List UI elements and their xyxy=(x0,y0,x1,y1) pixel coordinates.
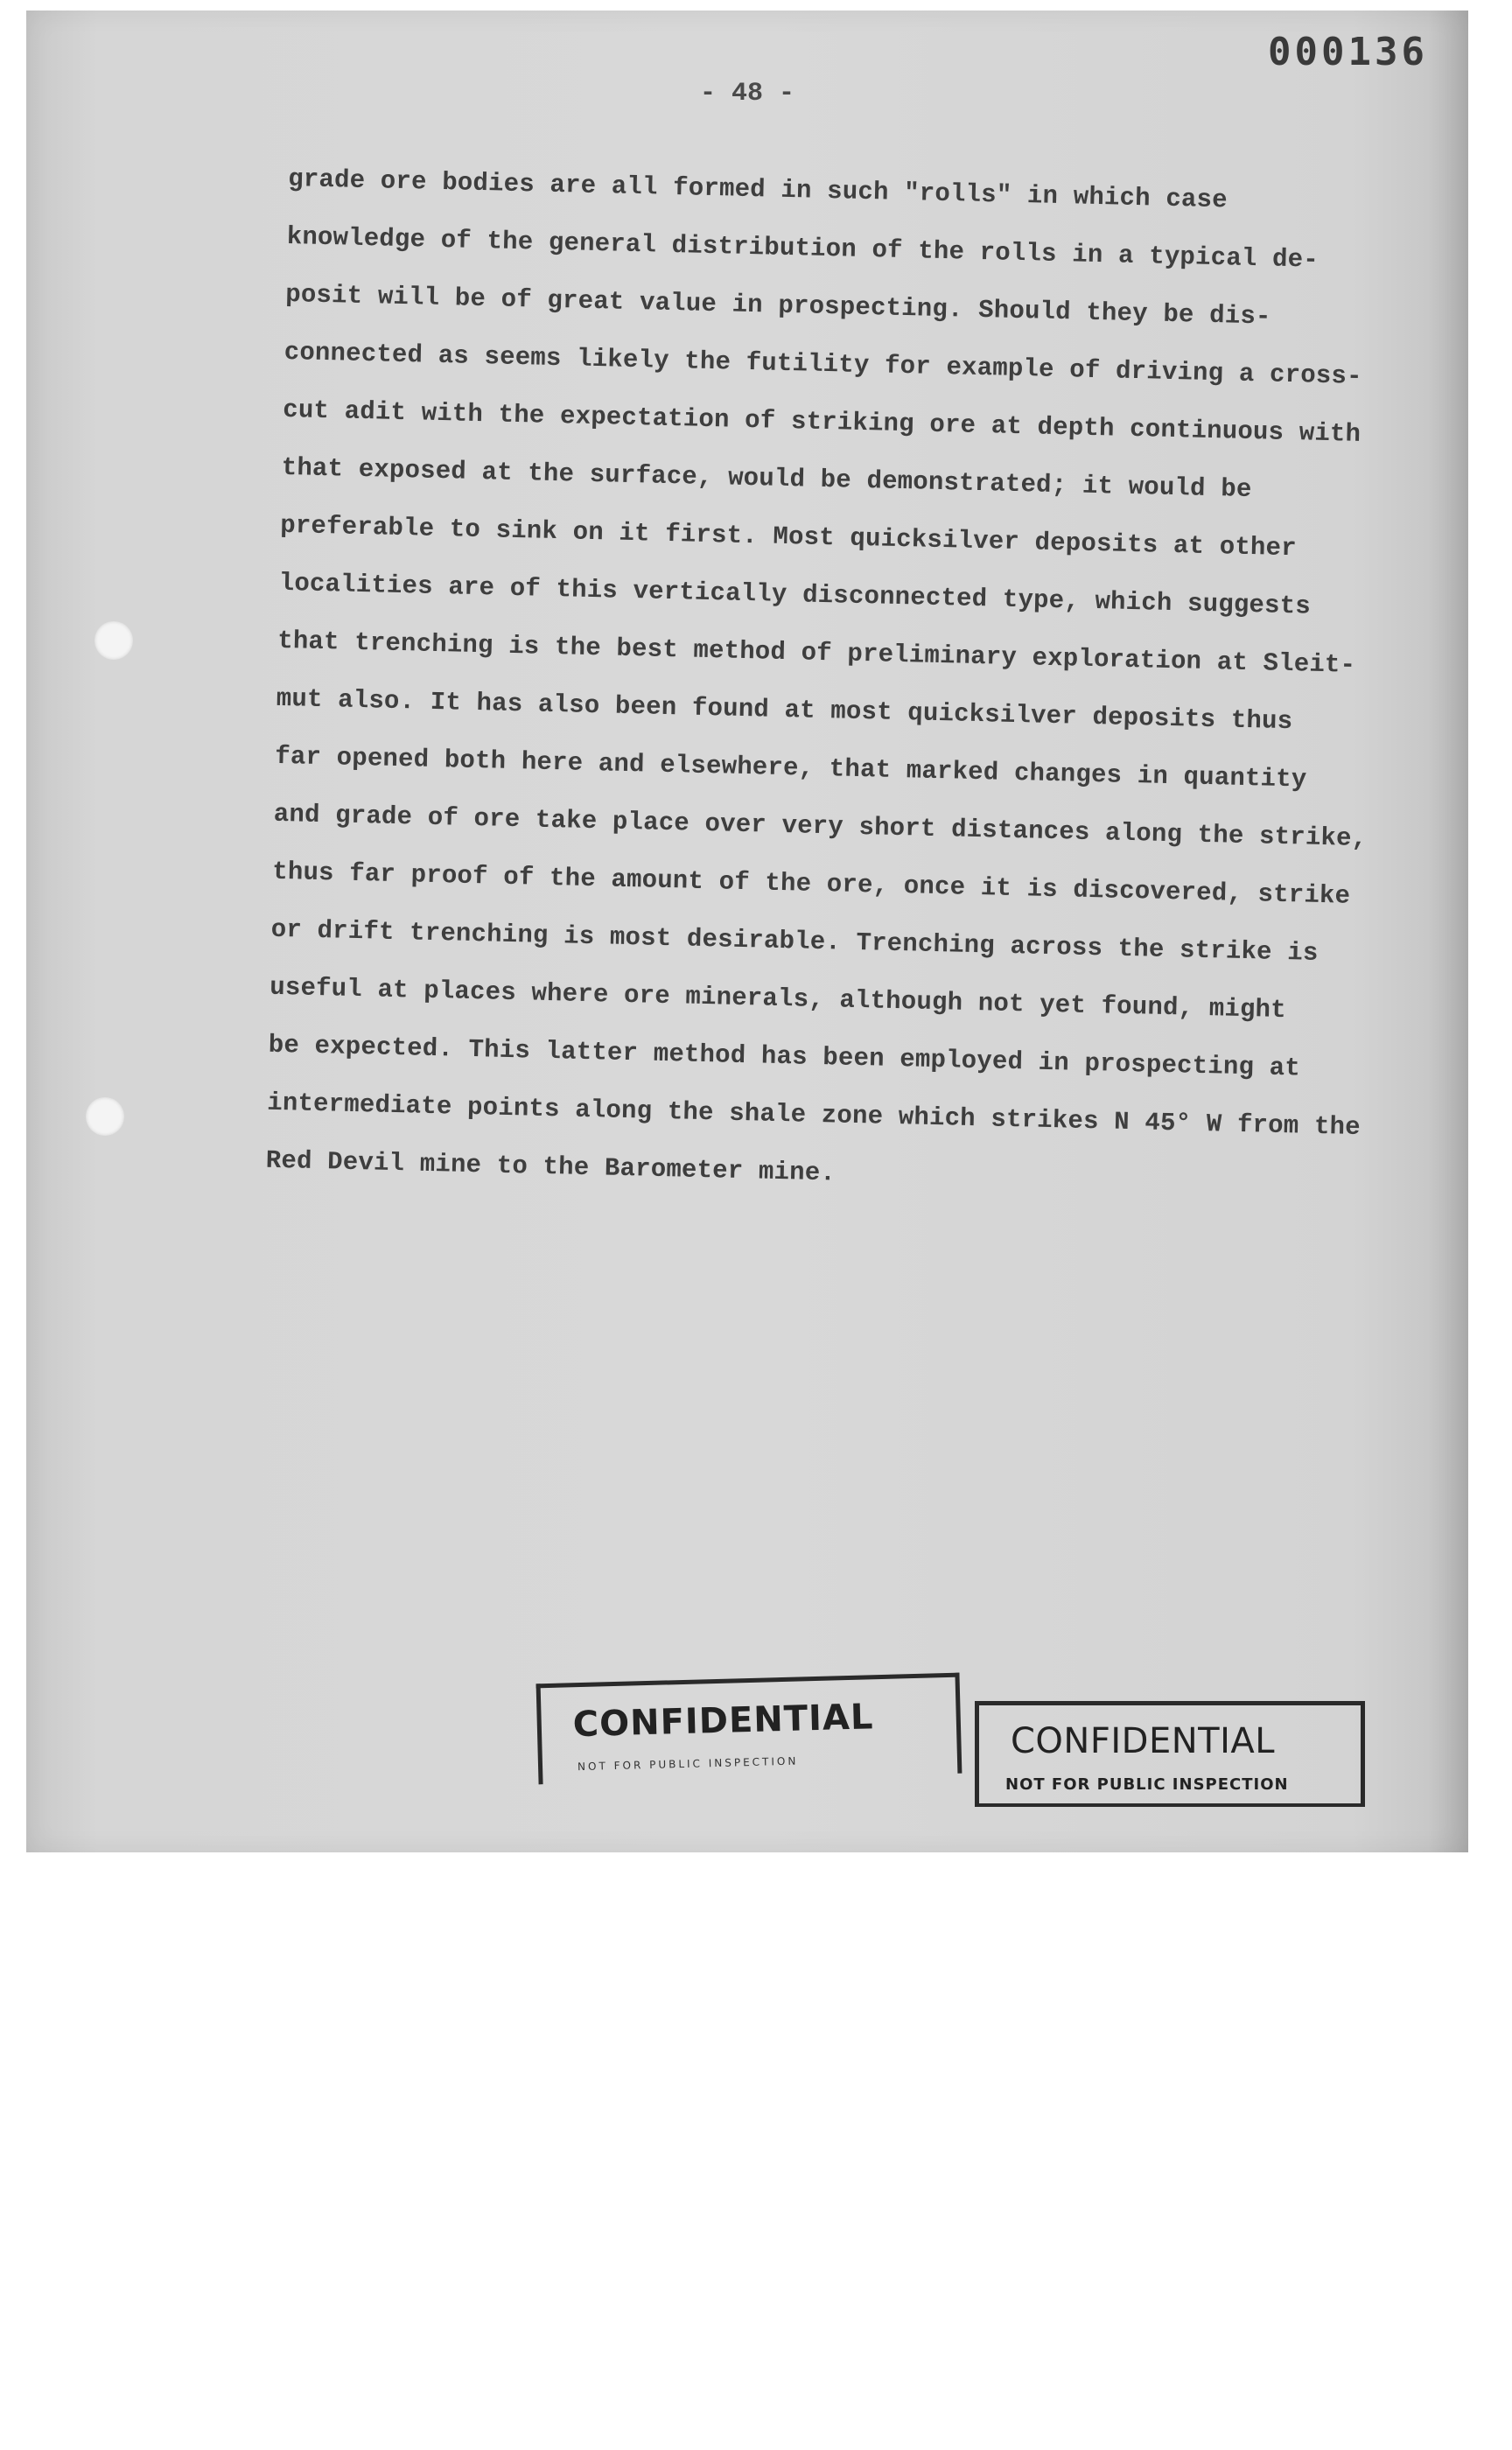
text-line: posit will be of great value in prospecting. Should they be dis- xyxy=(284,279,1271,332)
text-line: localities are of this vertically disconnected type, which suggests xyxy=(278,568,1312,621)
confidential-stamp-left xyxy=(536,1673,962,1785)
page-edge-shadow xyxy=(1428,10,1468,1852)
text-line: useful at places where ore minerals, although not yet found, might xyxy=(269,972,1287,1026)
text-line: connected as seems likely the futility for example of driving a cross- xyxy=(284,337,1363,391)
stamp-right-subtitle: NOT FOR PUBLIC INSPECTION xyxy=(1005,1775,1289,1794)
text-line: knowledge of the general distribution of the rolls in a typical de- xyxy=(286,221,1320,275)
text-line: thus far proof of the amount of the ore, once it is discovered, strike xyxy=(271,857,1351,911)
punch-hole-lower xyxy=(86,1097,124,1136)
scanned-page xyxy=(26,10,1468,1852)
text-line: cut adit with the expectation of striking ore at depth continuous with xyxy=(282,395,1362,449)
confidential-stamp-right xyxy=(975,1701,1365,1807)
document-number: 000136 xyxy=(1268,30,1428,74)
text-line: grade ore bodies are all formed in such "rolls" in which case xyxy=(287,164,1228,215)
text-line: or drift trenching is most desirable. Trenching across the strike is xyxy=(270,914,1319,968)
page-number: - 48 - xyxy=(699,79,795,108)
text-line: and grade of ore take place over very short distances along the strike, xyxy=(273,799,1368,854)
text-line: be expected. This latter method has been employed in prospecting at xyxy=(268,1030,1301,1083)
text-line: far opened both here and elsewhere, that marked changes in quantity xyxy=(274,741,1307,794)
text-line: that exposed at the surface, would be demonstrated; it would be xyxy=(281,452,1252,505)
text-line: that trenching is the best method of preliminary exploration at Sleit- xyxy=(276,626,1356,680)
text-line: Red Devil mine to the Barometer mine. xyxy=(265,1145,836,1188)
punch-hole-upper xyxy=(94,621,133,660)
text-line: mut also. It has also been found at most quicksilver deposits thus xyxy=(276,683,1293,737)
body-paragraph xyxy=(265,150,1368,1214)
text-line: intermediate points along the shale zone which strikes N 45° W from the xyxy=(266,1088,1362,1143)
text-line: preferable to sink on it first. Most quicksilver deposits at other xyxy=(279,510,1298,564)
stamp-left-title: CONFIDENTIAL xyxy=(572,1697,874,1746)
stamp-right-title: CONFIDENTIAL xyxy=(1011,1721,1276,1761)
stamp-left-subtitle: NOT FOR PUBLIC INSPECTION xyxy=(577,1754,799,1774)
